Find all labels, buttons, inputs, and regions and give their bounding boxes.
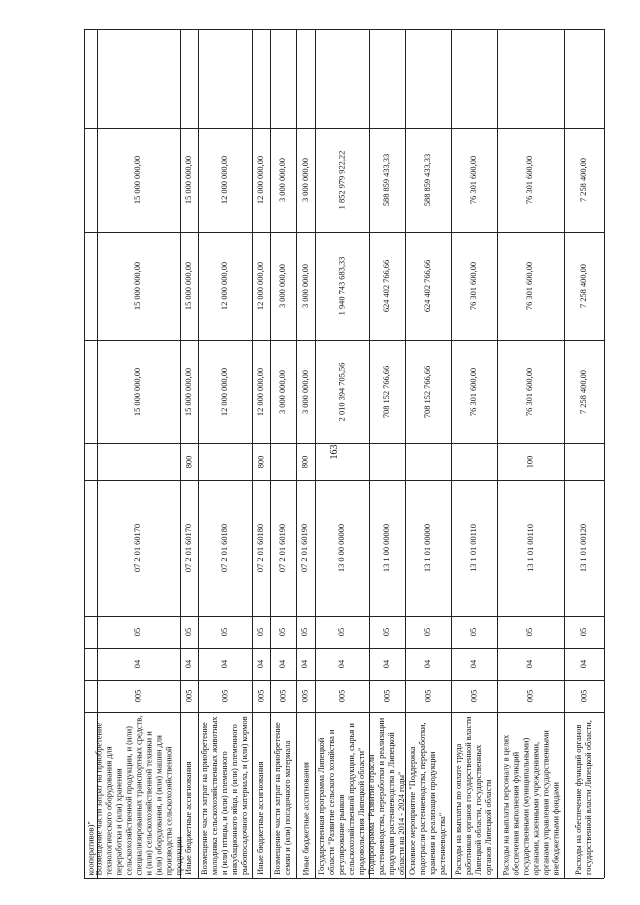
expense-text: 800 [184, 455, 193, 468]
expense-cell [296, 443, 315, 480]
subsection-cell [564, 616, 604, 648]
amount-2025-text: 76 301 600,00 [469, 155, 478, 205]
target-text: 13 1 01 00120 [579, 523, 588, 573]
amount-2023-text: 76 301 600,00 [525, 367, 535, 416]
amount-2023-text: 7 258 400,00 [579, 369, 588, 414]
section-cell [564, 648, 604, 680]
name-cell [270, 712, 296, 878]
target-cell [564, 480, 604, 616]
amount-2025-text: 3 000 000,00 [278, 158, 287, 202]
target-cell [270, 480, 296, 616]
amount-2024-cell [564, 232, 604, 340]
target-cell [198, 480, 252, 616]
target-text: 13 1 01 00000 [423, 523, 432, 573]
name-text: Возмещение части затрат на приобретение молодняка сельскохозяйственных животных и (или) птицы, и (или) племенного инкубационного яйца, и (или) племенного рыбопосадочного материала, и (или) кормов [200, 716, 249, 875]
admin-text: 005 [278, 689, 287, 703]
amount-2025-text: 12 000 000,00 [220, 155, 229, 205]
admin-cell [369, 680, 405, 712]
amount-2024-text: 624 402 766,66 [423, 259, 432, 313]
name-cell [451, 712, 497, 878]
admin-text: 005 [220, 689, 229, 703]
target-text: 13 1 00 00000 [382, 523, 391, 573]
section-text: 04 [184, 659, 193, 669]
section-text: 04 [133, 659, 143, 669]
amount-2024-cell [270, 232, 296, 340]
amount-2023-text: 12 000 000,00 [256, 367, 265, 416]
section-cell [405, 648, 451, 680]
subsection-cell [405, 616, 451, 648]
section-cell [270, 648, 296, 680]
amount-2023-text: 708 152 766,66 [382, 365, 391, 418]
admin-text: 005 [579, 689, 588, 703]
amount-2024-text: 1 940 743 683,33 [337, 256, 346, 316]
table-column-border [84, 29, 604, 30]
expense-text: 100 [525, 455, 535, 468]
amount-2024-text: 76 301 600,00 [525, 261, 535, 311]
expense-cell [270, 443, 296, 480]
admin-cell [296, 680, 315, 712]
subsection-cell [315, 616, 369, 648]
amount-2023-text: 2 010 394 705,56 [337, 362, 346, 421]
amount-2025-text: 588 859 433,33 [382, 153, 391, 207]
amount-2024-cell [180, 232, 198, 340]
amount-2024-text: 12 000 000,00 [220, 261, 229, 311]
admin-cell [315, 680, 369, 712]
amount-2025-cell [451, 128, 497, 232]
subsection-cell [369, 616, 405, 648]
subsection-text: 05 [256, 627, 265, 637]
subsection-text: 05 [337, 627, 346, 637]
amount-2023-cell [296, 340, 315, 443]
amount-2024-cell [198, 232, 252, 340]
amount-2023-cell [180, 340, 198, 443]
amount-2024-text: 15 000 000,00 [184, 261, 193, 311]
admin-text: 005 [525, 689, 535, 703]
amount-2024-text: 7 258 400,00 [579, 264, 588, 308]
subsection-cell [252, 616, 270, 648]
expense-text: 800 [300, 455, 310, 468]
admin-text: 005 [423, 689, 432, 703]
section-text: 04 [337, 659, 346, 669]
amount-2024-text: 76 301 600,00 [469, 261, 478, 311]
admin-cell [180, 680, 198, 712]
admin-cell [405, 680, 451, 712]
amount-2024-text: 3 000 000,00 [300, 264, 310, 308]
subsection-text: 05 [423, 627, 432, 637]
subsection-cell [84, 616, 97, 648]
admin-cell [198, 680, 252, 712]
section-text: 04 [469, 659, 478, 669]
target-text: 07 2 01 60190 [300, 523, 310, 573]
amount-2025-cell [315, 128, 369, 232]
amount-2023-text: 12 000 000,00 [220, 367, 229, 416]
subsection-cell [198, 616, 252, 648]
name-cell [369, 712, 405, 878]
admin-cell [84, 680, 97, 712]
amount-2024-cell [405, 232, 451, 340]
expense-cell [564, 443, 604, 480]
amount-2023-text: 15 000 000,00 [133, 367, 143, 416]
expense-cell [497, 443, 564, 480]
amount-2023-text: 76 301 600,00 [469, 367, 478, 416]
amount-2024-cell [97, 232, 180, 340]
target-cell [84, 480, 97, 616]
amount-2024-cell [315, 232, 369, 340]
amount-2023-cell [405, 340, 451, 443]
amount-2023-cell [451, 340, 497, 443]
amount-2025-text: 15 000 000,00 [133, 155, 143, 205]
subsection-text: 05 [300, 627, 310, 637]
table-row-border [604, 29, 605, 878]
subsection-cell [451, 616, 497, 648]
admin-cell [252, 680, 270, 712]
amount-2025-cell [296, 128, 315, 232]
name-text: Иные бюджетные ассигнования [256, 761, 265, 875]
amount-2024-text: 12 000 000,00 [256, 261, 265, 311]
subsection-text: 05 [278, 627, 287, 637]
amount-2025-text: 12 000 000,00 [256, 155, 265, 205]
name-cell [180, 712, 198, 878]
name-cell [296, 712, 315, 878]
admin-text: 005 [382, 689, 391, 703]
expense-cell [198, 443, 252, 480]
subsection-text: 05 [382, 627, 391, 637]
target-cell [369, 480, 405, 616]
section-text: 04 [525, 659, 535, 669]
subsection-cell [296, 616, 315, 648]
section-cell [296, 648, 315, 680]
admin-text: 005 [469, 689, 478, 703]
expense-cell [369, 443, 405, 480]
section-text: 04 [256, 659, 265, 669]
amount-2023-cell [270, 340, 296, 443]
section-text: 04 [579, 659, 588, 669]
amount-2025-cell [564, 128, 604, 232]
amount-2025-cell [497, 128, 564, 232]
amount-2023-cell [315, 340, 369, 443]
target-cell [451, 480, 497, 616]
admin-text: 005 [184, 689, 193, 703]
subsection-text: 05 [525, 627, 535, 637]
name-text: кооперативов)" [85, 820, 95, 875]
section-cell [84, 648, 97, 680]
subsection-text: 05 [133, 627, 143, 637]
name-text: Расходы на выплаты персоналу в целях обеспечения выполнения функций государственными (муниципальными) органами, казенными учреждениями, органами управления государственными внебюджетными фондами [500, 729, 560, 875]
amount-2024-cell [296, 232, 315, 340]
target-text: 13 1 01 00110 [525, 524, 535, 572]
name-text: Расходы на обеспечение функций органов государственной власти Липецкой области, [574, 720, 593, 875]
target-cell [497, 480, 564, 616]
section-cell [252, 648, 270, 680]
amount-2023-text: 15 000 000,00 [184, 367, 193, 416]
section-cell [451, 648, 497, 680]
section-text: 04 [382, 659, 391, 669]
name-text: Возмещение части затрат на приобретение технологического оборудования для переработки и (или) хранения сельскохозяйственной продукции, и (или) специализированных транспортных средств, и (или) сельскохозяйственной техники и (или) оборудования, и (или) машин для производства сельскохозяйственной продукции [93, 715, 183, 875]
amount-2025-text: 15 000 000,00 [184, 155, 193, 205]
amount-2023-cell [369, 340, 405, 443]
target-cell [296, 480, 315, 616]
amount-2023-cell [252, 340, 270, 443]
amount-2025-text: 1 852 979 922,22 [337, 150, 346, 210]
section-cell [369, 648, 405, 680]
table-column-border [84, 878, 604, 879]
name-text: Иные бюджетные ассигнования [184, 761, 193, 875]
section-cell [198, 648, 252, 680]
amount-2025-cell [405, 128, 451, 232]
name-cell [93, 712, 183, 878]
amount-2023-cell [198, 340, 252, 443]
expense-cell [405, 443, 451, 480]
amount-2023-cell [97, 340, 180, 443]
target-text: 13 1 01 00110 [469, 524, 479, 572]
name-cell [564, 712, 604, 878]
amount-2024-cell [84, 232, 97, 340]
target-text: 07 2 01 60180 [220, 523, 229, 573]
target-text: 07 2 01 60170 [184, 523, 193, 573]
amount-2025-text: 588 859 433,33 [423, 153, 432, 207]
amount-2025-cell [270, 128, 296, 232]
subsection-text: 05 [579, 627, 588, 637]
target-cell [315, 480, 369, 616]
expense-cell [84, 443, 97, 480]
section-cell [180, 648, 198, 680]
admin-text: 005 [337, 689, 346, 703]
name-cell [252, 712, 270, 878]
amount-2023-cell [84, 340, 97, 443]
expense-text: 800 [256, 455, 265, 468]
admin-text: 005 [256, 689, 265, 703]
amount-2025-text: 3 000 000,00 [300, 158, 310, 202]
expense-cell [315, 443, 369, 480]
section-text: 04 [300, 659, 310, 669]
amount-2024-cell [252, 232, 270, 340]
expense-cell [180, 443, 198, 480]
target-text: 07 2 01 60170 [133, 523, 143, 573]
amount-2023-cell [497, 340, 564, 443]
page-number: 163 [329, 444, 340, 460]
name-text: Основное мероприятие "Поддержка подотрасли растениеводства, переработки, хранения и реализации продукции растениеводства" [408, 722, 447, 875]
admin-cell [451, 680, 497, 712]
amount-2025-cell [180, 128, 198, 232]
amount-2023-text: 3 000 000,00 [278, 369, 287, 414]
expense-cell [97, 443, 180, 480]
target-cell [252, 480, 270, 616]
amount-2023-text: 708 152 766,66 [423, 365, 432, 418]
target-cell [97, 480, 180, 616]
section-text: 04 [423, 659, 432, 669]
subsection-text: 05 [184, 627, 193, 637]
section-text: 04 [278, 659, 287, 669]
admin-cell [270, 680, 296, 712]
subsection-cell [497, 616, 564, 648]
expense-cell [451, 443, 497, 480]
admin-cell [97, 680, 180, 712]
subsection-cell [180, 616, 198, 648]
subsection-text: 05 [220, 627, 229, 637]
section-cell [497, 648, 564, 680]
amount-2025-cell [84, 128, 97, 232]
amount-2023-cell [564, 340, 604, 443]
subsection-cell [270, 616, 296, 648]
amount-2025-text: 7 258 400,00 [579, 158, 588, 202]
amount-2025-cell [97, 128, 180, 232]
name-cell [315, 712, 369, 878]
expense-cell [252, 443, 270, 480]
target-text: 07 2 01 60190 [278, 523, 287, 573]
amount-2024-text: 624 402 766,66 [382, 259, 391, 313]
name-text: Государственная программа Липецкой области "Развитие сельского хозяйства и регулирование рынков сельскохозяйственной продукции, сырья и продовольствия Липецкой области" [317, 723, 366, 875]
target-cell [405, 480, 451, 616]
target-text: 13 0 00 00000 [337, 523, 346, 573]
amount-2024-cell [451, 232, 497, 340]
amount-2024-cell [497, 232, 564, 340]
name-text: Подпрограмма "Развитие отрасли растениеводства, переработки и реализации продукции растениеводства в Липецкой области на 2014 - 2024 годы" [367, 717, 406, 875]
admin-cell [497, 680, 564, 712]
amount-2024-cell [369, 232, 405, 340]
name-cell [497, 712, 564, 878]
subsection-text: 05 [469, 627, 478, 637]
amount-2025-text: 76 301 600,00 [525, 155, 535, 205]
name-cell [198, 712, 252, 878]
section-text: 04 [220, 659, 229, 669]
amount-2025-cell [252, 128, 270, 232]
target-cell [180, 480, 198, 616]
amount-2025-cell [198, 128, 252, 232]
name-cell [405, 712, 451, 878]
subsection-cell [97, 616, 180, 648]
name-text: Возмещение части затрат на приобретение семян и (или) посадочного материала [273, 722, 292, 875]
amount-2025-cell [369, 128, 405, 232]
name-text: Иные бюджетные ассигнования [300, 761, 310, 875]
admin-cell [564, 680, 604, 712]
section-cell [97, 648, 180, 680]
section-cell [315, 648, 369, 680]
amount-2023-text: 3 000 000,00 [300, 369, 310, 414]
admin-text: 005 [300, 689, 310, 703]
amount-2024-text: 15 000 000,00 [133, 261, 143, 311]
name-text: Расходы на выплаты по оплате труда работников органов государственной власти Липецкой области, государственных органов Липецкой области [454, 716, 493, 875]
admin-text: 005 [133, 689, 143, 703]
amount-2024-text: 3 000 000,00 [278, 264, 287, 308]
target-text: 07 2 01 60180 [256, 523, 265, 573]
